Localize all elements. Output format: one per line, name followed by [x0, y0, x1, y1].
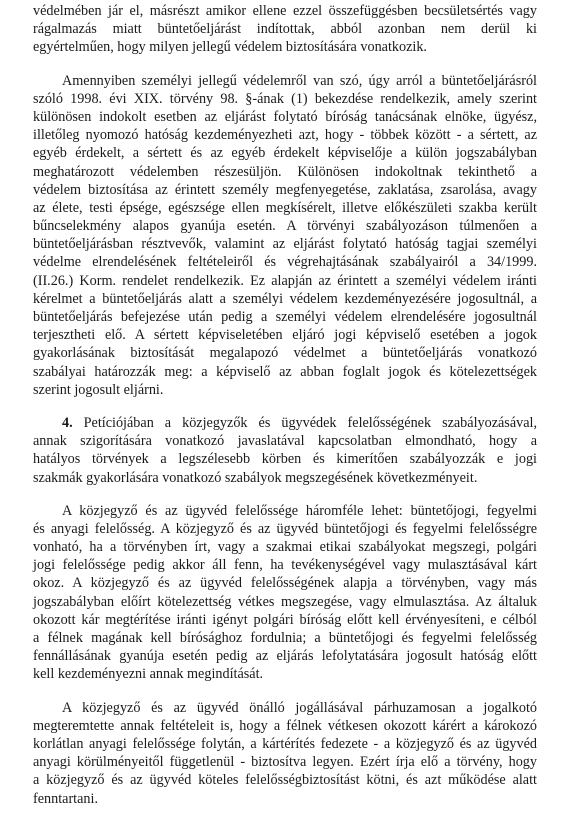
text-line: bűncselekmény alapos gyanúja esetén. A törvényi szabályozáson túlmenően a — [33, 218, 537, 235]
text-line: és anyagi felelősség. A közjegyző és az ügyvéd büntetőjogi és fegyelmi felelősségre — [33, 520, 537, 537]
paragraph-4 — [33, 502, 537, 684]
paragraph-1 — [33, 2, 537, 57]
text-line: védelmében jár el, másrészt amikor ellene ezzel összefüggésben becsületsértés vagy — [33, 3, 537, 19]
text-line: meghatározott védelemben részesüljön. Különösen indokoltnak tekinthető a — [33, 163, 537, 180]
text-line: fenntartani. — [33, 790, 98, 807]
section-number: 4. — [62, 414, 73, 431]
paragraph-gap — [33, 399, 537, 414]
text-line: A közjegyző és az ügyvéd önálló jogállásával párhuzamosan a jogalkotó — [62, 699, 537, 716]
paragraph-2 — [33, 72, 537, 399]
text-line: a félnek magának kell bírósághoz fordulnia; a büntetőjogi és fegyelmi felelősség — [33, 630, 537, 646]
paragraph-gap — [33, 57, 537, 72]
text-line: szerint jogosult eljárni. — [33, 381, 164, 398]
text-line: okoz. A közjegyző és az ügyvéd felelősségének alapja a törvényben, vagy más — [33, 575, 537, 592]
text-line: fennállásának gyanúja esetén pedig az eljárás lefolytatására jogosult hatóság előtt — [33, 648, 537, 665]
text-fragment: Petíciójában a közjegyzők és ügyvédek felelősségének szabályozásával, — [72, 414, 537, 431]
paragraph-5 — [33, 699, 537, 808]
text-line: hatályos törvények a legszélesebb körben és kimerítően szabályozzák e jogi — [33, 451, 537, 468]
text-line: egyértelműen, hogy milyen jellegű védelem biztosítására vonatkozik. — [33, 39, 427, 56]
text-line: szabályai határozzák meg: a képviselő az abban foglalt jogok és kötelezettségek — [33, 363, 537, 380]
text-line: büntetőeljárás befejezése után pedig a személyi védelem elrendelésére jogosultnál — [33, 309, 537, 325]
text-line: védelem biztosítása az érintett személy megfenyegetése, zaklatása, zsarolása, avagy — [33, 181, 537, 198]
text-line: A közjegyző és az ügyvéd felelőssége háromféle lehet: büntetőjogi, fegyelmi — [62, 502, 537, 519]
paragraph-3 — [33, 414, 537, 487]
text-line: okozott kár megtérítése iránti igényt polgári bíróság előtt kell érvényesíteni, e célból — [33, 611, 537, 628]
text-line: védelme elrendelésének feltételeiről és végrehajtásának szabályairól a 34/1999. — [33, 254, 537, 271]
text-line: gyakorlásának biztosítását megalapozó védelmet a büntetőeljárás vonatkozó — [33, 345, 537, 362]
text-line: különösen indokolt esetben az eljárást folytató bíróság tanácsának elnöke, ügyész, — [33, 108, 537, 125]
text-line: jogi felelőssége pedig akkor áll fenn, ha tevékenységével vagy mulasztásával kárt — [33, 557, 537, 574]
text-line: vonható, ha a törvényben írt, vagy a szakmai etikai szabályokat megszegi, polgári — [33, 539, 537, 556]
text-line: megteremtette annak feltételeit is, hogy a félnek vétkesen okozott kárért a károkozó — [33, 717, 537, 734]
text-line: az élete, testi épsége, egészsége ellen megkísérelt, illetve előkészületi szakba került — [33, 199, 537, 216]
text-line: Amennyiben személyi jellegű védelemről van szó, úgy arról a büntetőeljárásról — [62, 72, 537, 89]
text-line: korlátlan anyagi felelőssége folytán, a kártérítés fedezete - a közjegyző és az ügyvéd — [33, 735, 537, 752]
text-line: jogszabályban előírt kötelezettség vétkes megszegése, vagy elmulasztása. Az általuk — [33, 593, 537, 610]
text-line: büntetőeljárásban résztvevők, valamint az eljárást folytató hatóság tagjai személyi — [33, 236, 537, 253]
text-line: szakmák gyakorlására vonatkozó szabályok megszegésének következményeit. — [33, 469, 478, 486]
text-line: kell kezdeményezni annak megindítását. — [33, 666, 264, 683]
text-line: szóló 1998. évi XIX. törvény 98. §-ának (1) bekezdése rendelkezik, amely szerint — [33, 90, 537, 107]
text-line — [33, 414, 537, 432]
paragraph-gap — [33, 487, 537, 502]
text-line: terjesztheti elő. A sértett képviseletében eljáró jogi képviselő esetében a jogok — [33, 327, 537, 344]
text-line: egyéb érdekelt, a sértett és az egyéb érdekelt képviselője a külön jogszabályban — [33, 145, 537, 162]
text-line: anyagi körülményeitől függetlenül - biztosítva legyen. Ezért írja elő a törvény, hogy — [33, 754, 537, 771]
text-line: (II.26.) Korm. rendelet rendelkezik. Ez alapján az érintett a személyi védelem iránti — [33, 272, 537, 289]
text-line: annak szigorítására vonatkozó javaslatával kapcsolatban elmondható, hogy a — [33, 433, 537, 450]
paragraph-gap — [33, 684, 537, 699]
text-line: illetőleg nyomozó hatóság kezdeményezheti azt, hogy - többek között - a sértett, az — [33, 127, 537, 144]
text-line: kérelmet a büntetőeljárás alatt a személyi védelem kezdeményezésére jogosultnál, a — [33, 290, 537, 307]
text-line: a közjegyző és az ügyvéd köteles felelősségbiztosítást kötni, és azt működése alatt — [33, 772, 537, 789]
text-line: rágalmazás miatt büntetőeljárást indítottak, abból azonban nem derül ki — [33, 21, 537, 38]
